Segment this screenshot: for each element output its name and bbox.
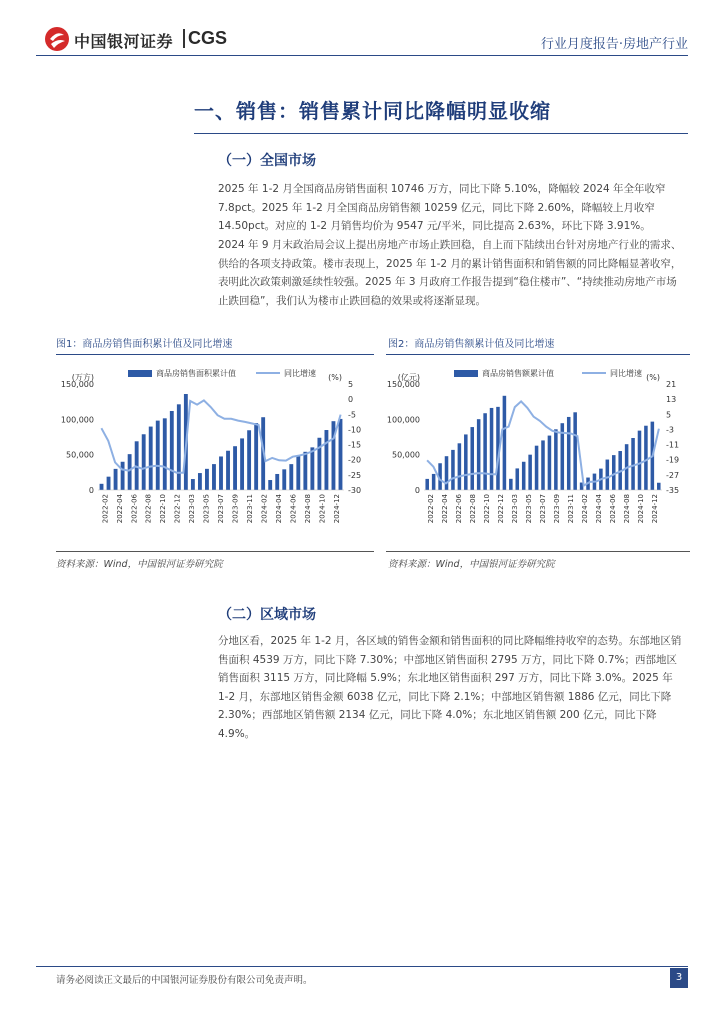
bar-cumulative (212, 464, 216, 490)
bar-cumulative (247, 430, 251, 490)
bar-cumulative (522, 462, 526, 490)
right-axis-tick: 5 (666, 410, 672, 420)
figure1-source: 资料来源：Wind，中国银河证券研究院 (56, 559, 223, 570)
cgs-logo-icon (44, 26, 70, 52)
bar-cumulative (254, 423, 258, 490)
legend-label-line: 同比增速 (284, 369, 316, 378)
figure2-title: 图2：商品房销售额累计值及同比增速 (388, 339, 555, 350)
bar-cumulative (191, 479, 195, 490)
logo-english-name: CGS (188, 28, 228, 48)
x-axis-tick: 2024-04 (274, 494, 283, 524)
bar-cumulative (289, 464, 293, 490)
footer-disclaimer: 请务必阅读正文最后的中国银河证券股份有限公司免责声明。 (56, 975, 313, 986)
bar-cumulative (535, 446, 539, 490)
bar-cumulative (324, 430, 328, 490)
legend-swatch-bars (128, 370, 152, 377)
x-axis-tick: 2022-02 (427, 494, 436, 524)
x-axis-tick: 2024-02 (581, 494, 590, 524)
bar-cumulative (631, 438, 635, 490)
right-axis-tick: -10 (348, 425, 362, 435)
bar-cumulative (149, 427, 153, 490)
bar-cumulative (573, 412, 577, 490)
chart-sales-area (56, 358, 374, 548)
section-divider (194, 133, 688, 134)
bar-cumulative (445, 456, 449, 490)
left-axis-tick: 0 (414, 486, 420, 495)
x-axis-tick: 2023-09 (553, 494, 562, 524)
bar-cumulative (432, 474, 436, 490)
bar-cumulative (296, 456, 300, 490)
right-axis-tick: -20 (348, 455, 362, 465)
right-axis-unit: (%) (646, 373, 660, 382)
x-axis-tick: 2024-12 (651, 494, 660, 524)
x-axis-tick: 2022-06 (130, 494, 139, 524)
x-axis-tick: 2022-12 (497, 494, 506, 524)
x-axis-tick: 2024-10 (318, 494, 327, 524)
bar-cumulative (170, 411, 174, 490)
left-axis-tick: 0 (88, 486, 94, 495)
bar-cumulative (477, 419, 481, 490)
bar-cumulative (638, 431, 642, 490)
bar-cumulative (177, 404, 181, 490)
x-axis-tick: 2023-11 (567, 494, 576, 524)
right-axis-tick: 0 (348, 395, 354, 405)
right-axis-tick: -25 (348, 470, 362, 480)
bar-cumulative (198, 473, 202, 490)
x-axis-tick: 2022-08 (144, 494, 153, 524)
bar-cumulative (490, 408, 494, 490)
bar-cumulative (163, 418, 167, 490)
right-axis-tick: -3 (666, 425, 674, 435)
x-axis-tick: 2022-08 (469, 494, 478, 524)
right-axis-tick: -27 (666, 470, 680, 480)
bar-cumulative (128, 454, 132, 490)
chart-sales-amount (386, 358, 690, 548)
page-number: 3 (670, 968, 688, 988)
right-axis-tick: -15 (348, 440, 362, 450)
report-type-label: 行业月度报告·房地产行业 (540, 37, 688, 52)
right-axis-unit: (%) (328, 373, 342, 382)
bar-cumulative (425, 479, 429, 490)
figure1-title: 图1：商品房销售面积累计值及同比增速 (56, 339, 233, 350)
bar-cumulative (339, 419, 343, 490)
figure2-source: 资料来源：Wind，中国银河证券研究院 (388, 559, 555, 570)
left-axis-tick: 50,000 (392, 450, 420, 460)
legend-label-bars: 商品房销售额累计值 (482, 369, 554, 378)
x-axis-tick: 2022-04 (115, 494, 124, 524)
bar-cumulative (219, 456, 223, 490)
left-axis-unit: (亿元) (397, 373, 420, 382)
right-axis-tick: -35 (666, 486, 680, 495)
bar-cumulative (142, 434, 146, 490)
paragraph-national-sales: 2025 年 1-2 月全国商品房销售面积 10746 万方，同比下降 5.10%，降幅较 2024 年全年收窄 7.8pct。2025 年 1-2 月全国商品房销售额 10259 亿元，同比下降 2.60%，降幅较上月收窄 14.50pct。对应的 1-2 月销售均价为 9547 元/平米，同比提高 2.63%，环比下降 3.91%。 (218, 183, 666, 232)
figure1-title-rule (56, 354, 374, 355)
bar-cumulative (156, 421, 160, 490)
bar-cumulative (612, 455, 616, 490)
x-axis-tick: 2023-11 (246, 494, 255, 524)
x-axis-tick: 2022-02 (101, 494, 110, 524)
figure2-bottom-rule (386, 551, 690, 552)
left-axis-unit: (万方) (71, 373, 94, 382)
subsection-title-national: （一）全国市场 (218, 153, 316, 169)
left-axis-tick: 150,000 (60, 380, 94, 389)
bar-cumulative (100, 484, 104, 490)
right-axis-tick: -19 (666, 455, 680, 465)
bar-cumulative (464, 434, 468, 490)
legend-swatch-bars (454, 370, 478, 377)
bar-cumulative (240, 438, 244, 490)
right-axis-tick: -5 (348, 410, 356, 420)
bar-cumulative (528, 455, 532, 490)
paragraph-policy: 2024 年 9 月末政治局会议上提出房地产市场止跌回稳，自上而下陆续出台针对房地产行业的需求、供给的各项支持政策。楼市表现上，2025 年 1-2 月的累计销售面积和销售额的同比降幅显著收窄，表明此次政策刺激延续性较强。2025 年 3 月政府工作报告提到“稳住楼市”、“持续推动房地产市场止跌回稳”，我们认为楼市止跌回稳的效果或将逐渐显现。 (218, 239, 682, 307)
x-axis-tick: 2023-09 (231, 494, 240, 524)
x-axis-tick: 2024-08 (623, 494, 632, 524)
bar-cumulative (516, 468, 520, 490)
bar-cumulative (567, 417, 571, 490)
x-axis-tick: 2023-03 (511, 494, 520, 524)
x-axis-tick: 2024-06 (289, 494, 298, 524)
logo-chinese-name: 中国银河证券 (74, 32, 174, 51)
bar-cumulative (541, 440, 545, 490)
left-axis-tick: 50,000 (66, 450, 94, 460)
x-axis-tick: 2022-04 (441, 494, 450, 524)
x-axis-tick: 2022-06 (455, 494, 464, 524)
left-axis-tick: 100,000 (60, 415, 94, 425)
bar-cumulative (107, 477, 111, 490)
bar-cumulative (233, 446, 237, 490)
bar-cumulative (509, 479, 513, 490)
x-axis-tick: 2023-05 (202, 494, 211, 524)
x-axis-tick: 2024-02 (260, 494, 269, 524)
right-axis-tick: -30 (348, 486, 362, 495)
bar-cumulative (483, 413, 487, 490)
bar-cumulative (121, 462, 125, 490)
x-axis-tick: 2023-05 (525, 494, 534, 524)
x-axis-tick: 2024-10 (637, 494, 646, 524)
right-axis-tick: 13 (666, 395, 677, 405)
bar-cumulative (657, 483, 661, 490)
x-axis-tick: 2022-12 (173, 494, 182, 524)
bar-cumulative (268, 480, 272, 490)
x-axis-tick: 2023-07 (539, 494, 548, 524)
right-axis-tick: -11 (666, 440, 680, 450)
bar-cumulative (303, 452, 307, 490)
figure1-bottom-rule (56, 551, 374, 552)
legend-label-bars: 商品房销售面积累计值 (156, 369, 236, 378)
x-axis-tick: 2023-07 (217, 494, 226, 524)
x-axis-tick: 2024-04 (595, 494, 604, 524)
figure2-title-rule (386, 354, 690, 355)
bar-cumulative (606, 460, 610, 490)
legend-label-line: 同比增速 (610, 369, 642, 378)
bar-cumulative (205, 469, 209, 490)
subsection-title-regional: （二）区域市场 (218, 607, 316, 623)
bar-cumulative (275, 474, 279, 490)
bar-cumulative (554, 429, 558, 490)
bar-cumulative (470, 427, 474, 490)
header-divider (36, 55, 688, 56)
paragraph-regional: 分地区看，2025 年 1-2 月，各区域的销售金额和销售面积的同比降幅维持收窄的态势。东部地区销售面积 4539 万方，同比下降 7.30%；中部地区销售面积 2795 万方，同比下降 0.7%；西部地区销售面积 3115 万方，同比降幅 5.9%；东北地区销售面积 297 万方，同比下降 3.0%。2025 年 1-2 月，东部地区销售金额 6038 亿元，同比下降 2.1%；中部地区销售额 1886 亿元，同比下降 2.30%；西部地区销售额 2134 亿元，同比下降 4.0%；东北地区销售额 200 亿元，同比下降 4.9%。 (218, 635, 682, 740)
bar-cumulative (548, 436, 552, 490)
footer-divider (36, 966, 688, 967)
bar-cumulative (114, 469, 118, 490)
section-title: 一、销售：销售累计同比降幅明显收缩 (194, 99, 551, 123)
x-axis-tick: 2024-12 (332, 494, 341, 524)
left-axis-tick: 150,000 (386, 380, 420, 389)
left-axis-tick: 100,000 (386, 415, 420, 425)
logo-separator (183, 29, 185, 48)
bar-cumulative (451, 450, 455, 490)
bar-cumulative (226, 451, 230, 490)
x-axis-tick: 2023-03 (188, 494, 197, 524)
bar-cumulative (644, 426, 648, 490)
bar-cumulative (503, 396, 507, 490)
x-axis-tick: 2022-10 (159, 494, 168, 524)
x-axis-tick: 2024-08 (303, 494, 312, 524)
bar-cumulative (282, 469, 286, 490)
bar-cumulative (310, 447, 314, 490)
x-axis-tick: 2022-10 (483, 494, 492, 524)
right-axis-tick: 21 (666, 380, 677, 389)
right-axis-tick: 5 (348, 380, 354, 389)
x-axis-tick: 2024-06 (609, 494, 618, 524)
bar-cumulative (458, 443, 462, 490)
